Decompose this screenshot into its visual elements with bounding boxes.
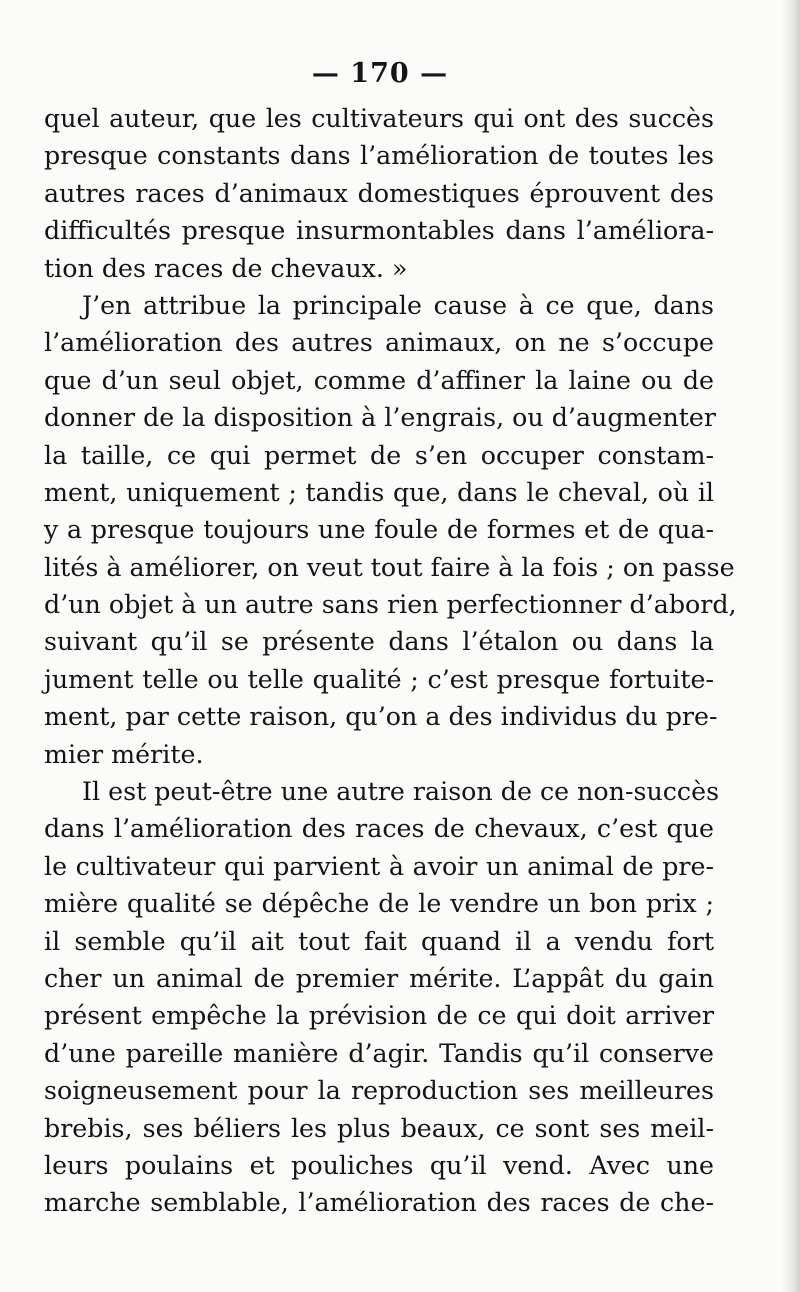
text-line: Il est peut-être une autre raison de ce non-succès: [82, 777, 720, 807]
text-line: le cultivateur qui parvient à avoir un animal de pre-: [44, 851, 714, 881]
page-edge-shadow: [782, 0, 800, 1292]
text-line: presque constants dans l’amélioration de toutes les: [44, 141, 714, 171]
text-line: ment, uniquement ; tandis que, dans le cheval, où il: [44, 477, 714, 507]
text-line: mière qualité se dépêche de le vendre un bon prix ;: [44, 889, 714, 919]
text-line: mier mérite.: [44, 739, 204, 769]
text-line: suivant qu’il se présente dans l’étalon ou dans la: [44, 627, 714, 657]
text-line: jument telle ou telle qualité ; c’est presque fortuite-: [44, 664, 714, 694]
text-line: leurs poulains et pouliches qu’il vend. Avec une: [44, 1150, 714, 1180]
text-line: J’en attribue la principale cause à ce que, dans: [82, 290, 714, 320]
text-line: quel auteur, que les cultivateurs qui ont des succès: [44, 104, 714, 133]
text-line: l’amélioration des autres animaux, on ne s’occupe: [44, 328, 714, 358]
text-line: que d’un seul objet, comme d’affiner la laine ou de: [44, 365, 714, 395]
text-line: tion des races de chevaux. »: [44, 253, 408, 283]
text-line: soigneusement pour la reproduction ses meilleures: [44, 1076, 714, 1106]
text-line: brebis, ses béliers les plus beaux, ce sont ses meil-: [44, 1113, 714, 1143]
paragraph-3: [44, 773, 720, 1222]
text-line: il semble qu’il ait tout fait quand il a vendu fort: [44, 926, 714, 956]
text-line: la taille, ce qui permet de s’en occuper constam-: [44, 440, 714, 470]
text-line: dans l’amélioration des races de chevaux, c’est que: [44, 814, 714, 844]
text-line: difficultés presque insurmontables dans l’améliora-: [44, 216, 714, 246]
text-line: présent empêche la prévision de ce qui doit arriver: [44, 1001, 714, 1031]
text-line: d’un objet à un autre sans rien perfectionner d’abord,: [44, 590, 737, 620]
text-line: d’une pareille manière d’agir. Tandis qu’il conserve: [44, 1038, 714, 1068]
text-line: marche semblable, l’amélioration des races de che-: [44, 1188, 714, 1218]
text-line: y a presque toujours une foule de formes et de qua-: [44, 515, 714, 545]
text-line: lités à améliorer, on veut tout faire à la fois ; on passe: [44, 552, 735, 582]
paragraph-1: [44, 100, 714, 287]
text-line: autres races d’animaux domestiques éprouvent des: [44, 178, 714, 208]
body-text: [44, 100, 737, 1222]
text-line: donner de la disposition à l’engrais, ou d’augmenter: [44, 403, 716, 433]
paragraph-2: [44, 287, 737, 773]
text-line: ment, par cette raison, qu’on a des individus du pre-: [44, 702, 718, 732]
page-number: — 170 —: [311, 58, 449, 89]
text-line: cher un animal de premier mérite. L’appât du gain: [44, 963, 714, 993]
